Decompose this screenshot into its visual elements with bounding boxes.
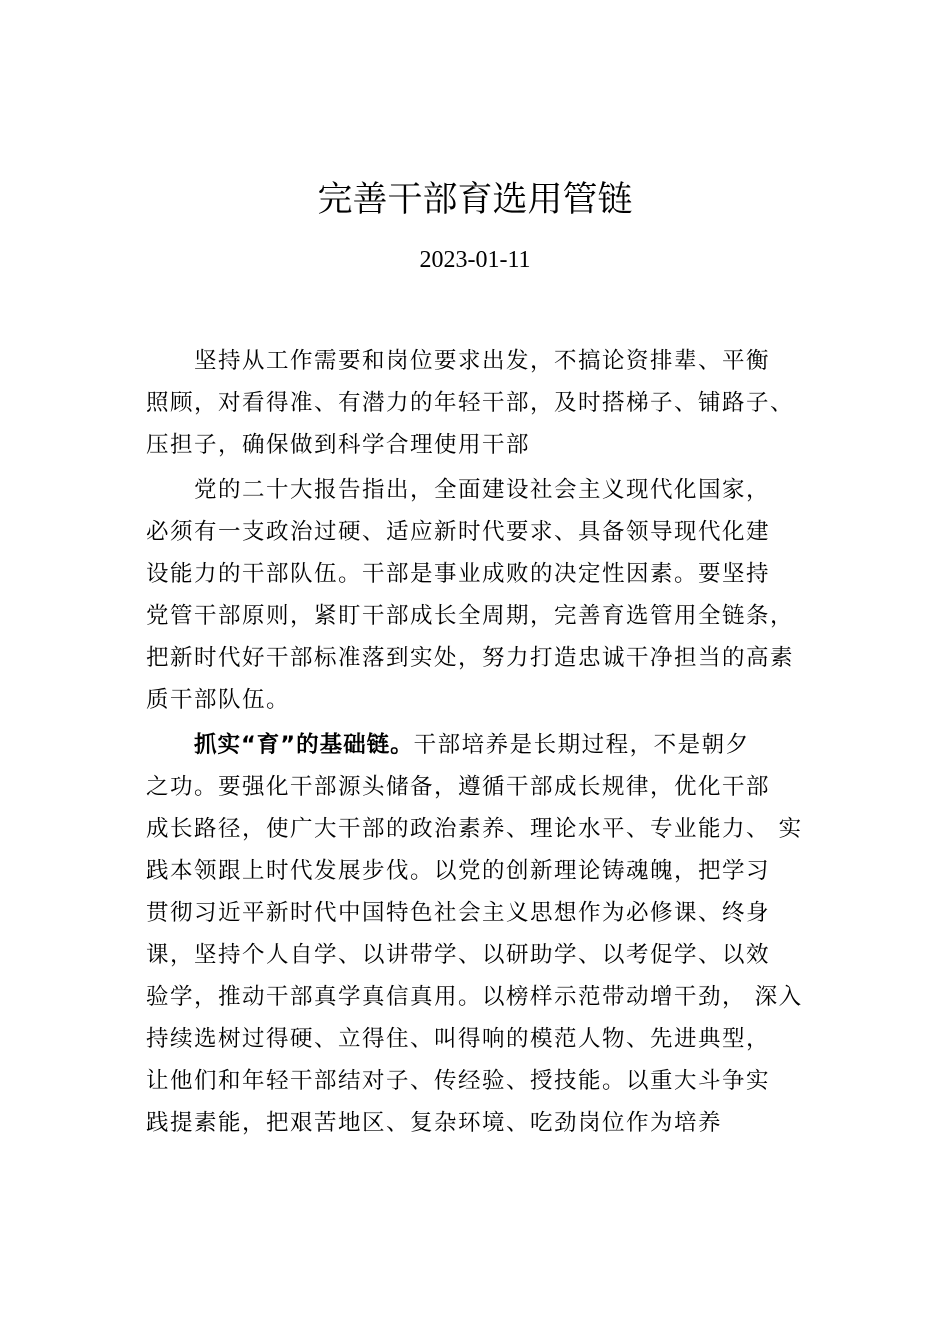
paragraph-line: 成长路径，使广大干部的政治素养、理论水平、专业能力、 实 bbox=[146, 816, 803, 842]
article-body bbox=[146, 340, 826, 1144]
lead-text: 干部培养是长期过程，不是朝夕 bbox=[413, 732, 750, 758]
paragraph-line: 把新时代好干部标准落到实处，努力打造忠诚干净担当的高素 bbox=[146, 645, 795, 671]
paragraph-line: 党管干部原则，紧盯干部成长全周期，完善育选管用全链条， bbox=[146, 603, 795, 629]
paragraph-line: 之功。要强化干部源头储备，遵循干部成长规律，优化干部 bbox=[146, 774, 771, 800]
paragraph-line: 让他们和年轻干部结对子、传经验、授技能。以重大斗争实 bbox=[146, 1068, 771, 1094]
section-heading: 抓实“育”的基础链。 bbox=[194, 732, 414, 758]
paragraph-line: 坚持从工作需要和岗位要求出发，不搞论资排辈、平衡 bbox=[146, 348, 771, 374]
document-title: 完善干部育选用管链 bbox=[317, 180, 633, 220]
paragraph-line: 持续选树过得硬、立得住、叫得响的模范人物、先进典型， bbox=[146, 1026, 771, 1052]
paragraph-line bbox=[146, 724, 826, 766]
paragraph-line: 质干部队伍。 bbox=[146, 687, 291, 713]
paragraph-line: 党的二十大报告指出，全面建设社会主义现代化国家， bbox=[146, 477, 771, 503]
paragraph-line: 践本领跟上时代发展步伐。以党的创新理论铸魂魄，把学习 bbox=[146, 858, 771, 884]
indent bbox=[146, 732, 194, 758]
paragraph-3 bbox=[146, 724, 826, 1144]
paragraph-line: 课，坚持个人自学、以讲带学、以研助学、以考促学、以效 bbox=[146, 942, 771, 968]
paragraph-line: 必须有一支政治过硬、适应新时代要求、具备领导现代化建 bbox=[146, 519, 771, 545]
paragraph-line: 压担子，确保做到科学合理使用干部 bbox=[146, 432, 531, 458]
paragraph-line: 验学，推动干部真学真信真用。以榜样示范带动增干劲， 深入 bbox=[146, 984, 803, 1010]
paragraph-1 bbox=[146, 340, 826, 466]
paragraph-2 bbox=[146, 469, 826, 721]
paragraph-line: 践提素能，把艰苦地区、复杂环境、吃劲岗位作为培养 bbox=[146, 1110, 723, 1136]
document-date: 2023-01-11 bbox=[419, 247, 531, 273]
paragraph-line: 照顾，对看得准、有潜力的年轻干部，及时搭梯子、铺路子、 bbox=[146, 390, 795, 416]
paragraph-line: 设能力的干部队伍。干部是事业成败的决定性因素。要坚持 bbox=[146, 561, 771, 587]
paragraph-line: 贯彻习近平新时代中国特色社会主义思想作为必修课、终身 bbox=[146, 900, 771, 926]
